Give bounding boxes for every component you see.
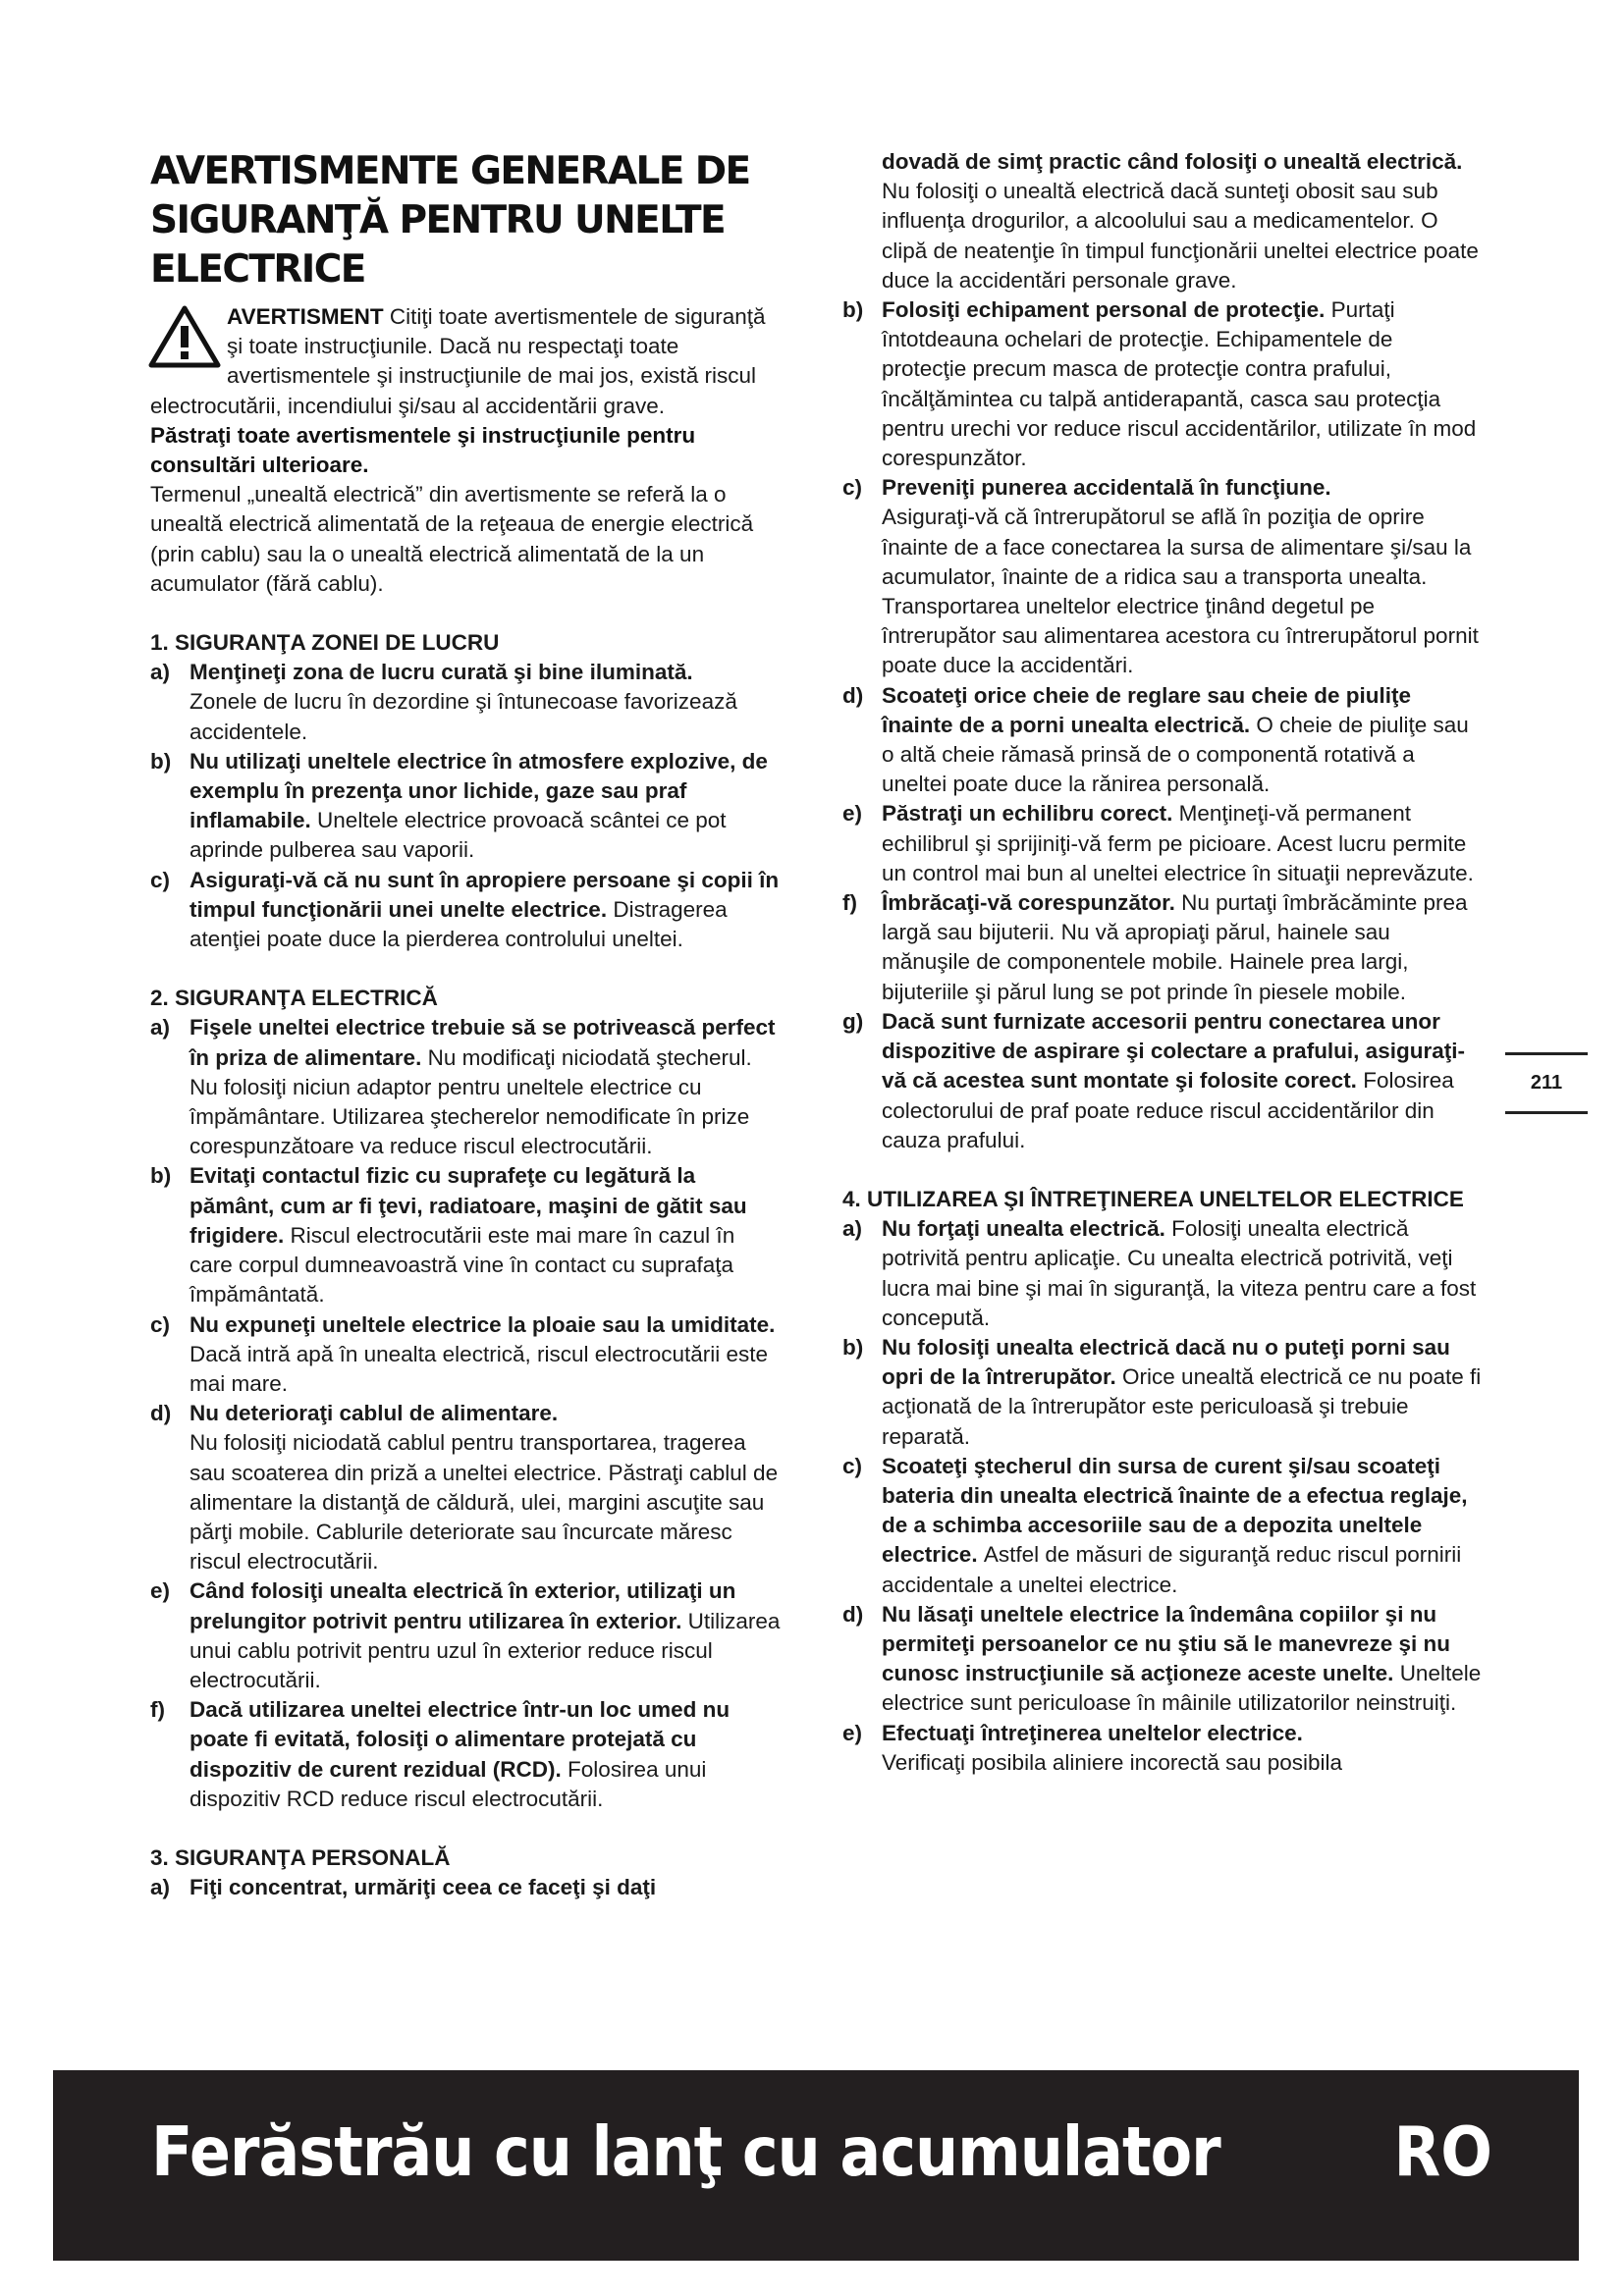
list-item: d) Scoateţi orice cheie de reglare sau cheie de piuliţe înainte de a porni unealta electrică. O cheie de piuliţe sau o altă cheie rămasă prinsă de o componentă rotativă a uneltei poate duce la rănirea personală. [842,682,1469,797]
list-item: b) Folosiţi echipament personal de protecţie. Purtaţi întotdeauna ochelari de protecţie. Echipamentele de protecţie precum masca de protecţie contra prafului, încălţămintea cu talpă antiderapantă, casca sau protecţia pentru urechi vor reduce riscul accidentărilor, utilizate în mod corespunzător. [842,297,1477,471]
list-item: f) Îmbrăcaţi-vă corespunzător. Nu purtaţi îmbrăcăminte prea largă sau bijuterii. Nu vă apropiaţi părul, hainele sau mănuşile de componentele mobile. Hainele prea largi, bijuteriile şi părul lung se pot prinde în piesele mobile. [842,890,1468,1004]
footer-language-code: RO [1393,2111,1492,2192]
list-item: b) Evitaţi contactul fizic cu suprafeţe cu legătură la pământ, cum ar fi ţevi, radiatoare, maşini de gătit sau frigidere. Riscul electrocutării este mai mare în cazul în care corpul dumneavoastră vine în contact cu suprafaţa împământată. [150,1163,747,1308]
footer-band [53,2070,1579,2261]
list-item: a) Menţineţi zona de lucru curată şi bine iluminată. Zonele de lucru în dezordine şi întunecoase favorizează accidentele. [150,660,737,744]
keep-instructions: Păstraţi toate avertismentele şi instrucţiunile pentru consultări ulterioare. [150,422,696,478]
section-2-title: 2. SIGURANŢA ELECTRICĂ [150,986,438,1011]
footer-product-title: Ferăstrău cu lanţ cu acumulator [151,2111,1220,2192]
section-4-title: 4. UTILIZAREA ŞI ÎNTREŢINEREA UNELTELOR ELECTRICE [842,1186,1464,1211]
list-item: e) Efectuaţi întreţinerea uneltelor electrice. Verificaţi posibila aliniere incorectă sau posibila [842,1720,1343,1775]
list-item: e) Când folosiţi unealta electrică în exterior, utilizaţi un prelungitor potrivit pentru utilizarea în exterior. Utilizarea unui cablu potrivit pentru uzul în exterior reduce riscul electrocutării. [150,1578,781,1692]
page-number-rule-bottom [1505,1111,1588,1114]
continued-heading: dovadă de simţ practic când folosiţi o unealtă electrică. [882,149,1463,174]
page-number-rule-top [1505,1052,1588,1055]
list-item: f) Dacă utilizarea uneltei electrice într-un loc umed nu poate fi evitată, folosiţi o alimentare protejată cu dispozitiv de curent rezidual (RCD). Folosirea unui dispozitiv RCD reduce riscul electrocutării. [150,1697,731,1811]
list-item: dovadă de simţ practic când folosiţi o unealtă electrică. Nu folosiţi o unealtă electrică dacă sunteţi obosit sau sub influenţa drogurilor, a alcoolului sau a medicamentelor. O clipă de neatenţie în timpul funcţionării uneltei electrice poate duce la accidentări personale grave. [882,149,1479,293]
warning-triangle-icon [148,304,221,369]
section-1-title: 1. SIGURANŢA ZONEI DE LUCRU [150,630,500,656]
list-item: b) Nu folosiţi unealta electrică dacă nu o puteţi porni sau opri de la întrerupător. Orice unealtă electrică ce nu poate fi acţionată de la întrerupător este periculoasă şi trebuie reparată. [842,1334,1482,1449]
right-column-content [842,147,1483,1778]
warning-text: AVERTISMENT Citiţi toate avertismentele de siguranţă şi toate instrucţiunile. Dacă nu respectaţi toate avertismentele şi instrucţiunile de mai jos, există riscul electrocutării, incendiului şi/sau al accidentării grave. [150,304,766,418]
list-item: c) Scoateţi ştecherul din sursa de curent şi/sau scoateţi bateria din unealta electrică înainte de a efectua reglaje, de a schimba accesoriile sau de a depozita uneltele electrice. Astfel de măsuri de siguranţă reduc riscul pornirii accidentale a uneltei electrice. [842,1453,1468,1597]
list-item: c) Preveniţi punerea accidentală în funcţiune. Asiguraţi-vă că întrerupătorul se află în poziţia de oprire înainte de a face conectarea la sursa de alimentare şi/sau la acumulator, înainte de a ridica sau a transporta unealta. Transportarea uneltelor electrice ţinând degetul pe întrerupător sau alimentarea acestora cu întrerupătorul pornit poate duce la accidentări. [842,475,1479,678]
list-item: b) Nu utilizaţi uneltele electrice în atmosfere explozive, de exemplu în prezenţa unor lichide, gaze sau praf inflamabile. Uneltele electrice provoacă scântei ce pot aprinde pulberea sau vaporii. [150,748,768,863]
list-item: d) Nu deterioraţi cablul de alimentare. Nu folosiţi niciodată cablul pentru transportarea, tragerea sau scoaterea din priză a uneltei electrice. Păstraţi cablul de alimentare la distanţă de căldură, ulei, margini ascuţite sau părţi mobile. Cablurile deteriorate sau încurcate măresc riscul electrocutării. [150,1401,779,1575]
left-column [150,147,784,1902]
page-title: AVERTISMENTE GENERALE DE SIGURANŢĂ PENTRU UNELTE ELECTRICE [150,149,750,292]
list-item: c) Nu expuneţi uneltele electrice la ploaie sau la umiditate. Dacă intră apă în unealta electrică, riscul electrocutării este mai mare. [150,1311,776,1396]
list-item: c) Asiguraţi-vă că nu sunt în apropiere persoane şi copii în timpul funcţionării unei unelte electrice. Distragerea atenţiei poate duce la pierderea controlului uneltei. [150,867,780,952]
list-item: a) Nu forţaţi unealta electrică. Folosiţi unealta electrică potrivită pentru aplicaţie. Cu unealta electrică potrivită, veţi lucra mai bine şi mai în siguranţă, la viteza pentru care a fost concepută. [842,1216,1477,1330]
list-item: a) Fiţi concentrat, urmăriţi ceea ce faceţi şi daţi [150,1875,657,1900]
list-item: g) Dacă sunt furnizate accesorii pentru conectarea unor dispozitive de aspirare şi colectare a prafului, asiguraţi-vă că acestea sunt montate şi folosite corect. Folosirea colectorului de praf poate reduce riscul accidentărilor din cauza prafului. [842,1008,1465,1152]
page-number: 211 [1530,1072,1563,1094]
section-3-title: 3. SIGURANŢA PERSONALĂ [150,1844,451,1870]
warning-label: AVERTISMENT [227,304,384,329]
warning-block [150,302,784,421]
term-definition: Termenul „unealtă electrică” din avertismente se referă la o unealtă electrică alimentată de la reţeaua de energie electrică (prin cablu) sau la o unealtă electrică alimentată de la un acumulator (fără cablu). [150,482,754,596]
list-item: e) Păstraţi un echilibru corect. Menţineţi-vă permanent echilibrul şi sprijiniţi-vă ferm pe picioare. Acest lucru permite un control mai bun al uneltei electrice în situaţii neprevăzute. [842,801,1474,885]
list-item: d) Nu lăsaţi uneltele electrice la îndemâna copiilor şi nu permiteţi persoanelor ce nu ştiu să le manevreze şi nu cunosc instrucţiunile să acţioneze aceste unelte. Uneltele electrice sunt periculoase în mâinile utilizatorilor neinstruiţi. [842,1601,1482,1716]
list-item: a) Fişele uneltei electrice trebuie să se potrivească perfect în priza de alimentare. Nu modificaţi niciodată ştecherul. Nu folosiţi niciun adaptor pentru uneltele electrice cu împământare. Utilizarea ştecherelor nemodificate în prize corespunzătoare va reduce riscul electrocutării. [150,1015,776,1159]
